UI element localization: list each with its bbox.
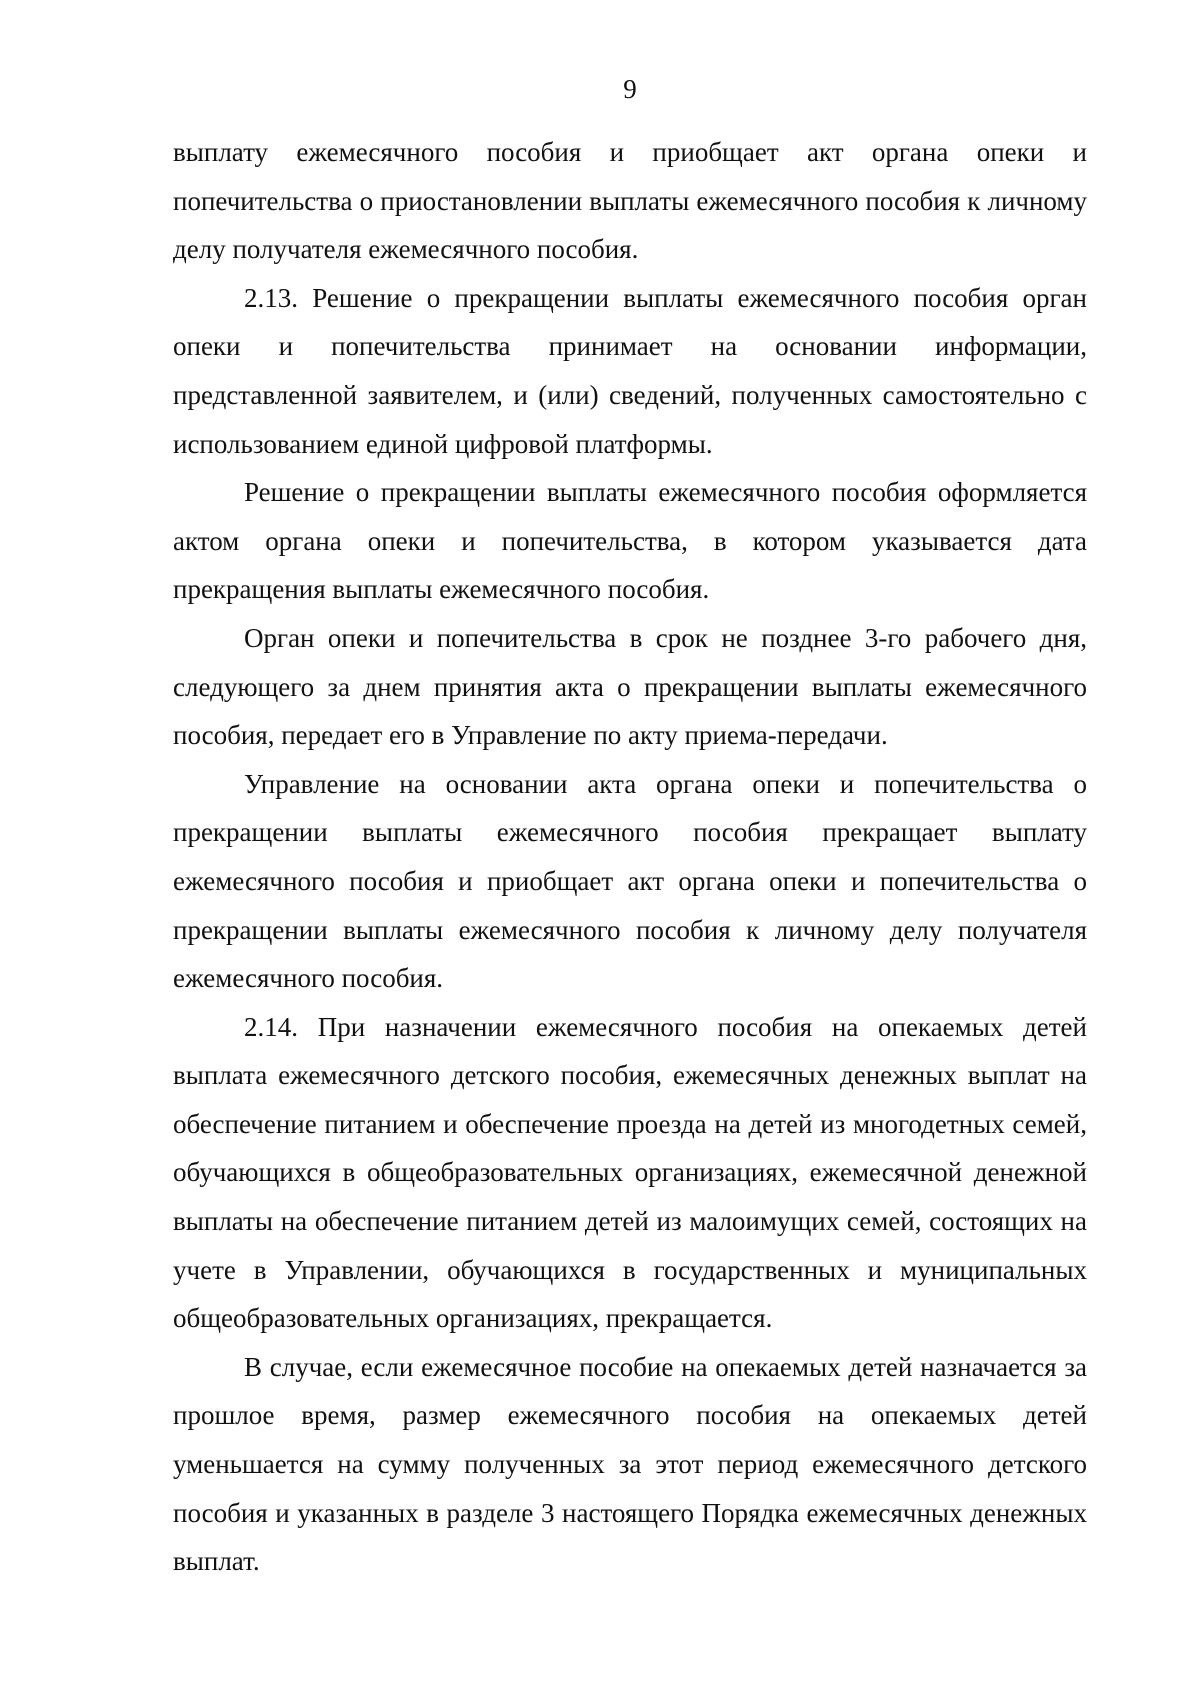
paragraph-past-period: В случае, если ежемесячное пособие на опекаемых детей назначается за прошлое время, размер ежемесячного пособия на опекаемых детей уменьшается на сумму полученных за этот период ежемесячного детского пособия и указанных в разделе 3 настоящего Порядка ежемесячных денежных выплат. (173, 1351, 1087, 1577)
paragraph-2-13: 2.13. Решение о прекращении выплаты ежемесячного пособия орган опеки и попечительства принимает на основании информации, представленной заявителем, и (или) сведений, полученных самостоятельно с использованием единой цифровой платформы. (173, 282, 1087, 459)
paragraph-transfer-to-department: Орган опеки и попечительства в срок не позднее 3-го рабочего дня, следующего за днем принятия акта о прекращении выплаты ежемесячного пособия, передает его в Управление по акту приема-передачи. (173, 622, 1087, 751)
paragraph-department-termination: Управление на основании акта органа опеки и попечительства о прекращении выплаты ежемесячного пособия прекращает выплату ежемесячного пособия и приобщает акт органа опеки и попечительства о прекращении выплаты ежемесячного пособия к личному делу получателя ежемесячного пособия. (173, 768, 1087, 994)
paragraph-2-14: 2.14. При назначении ежемесячного пособия на опекаемых детей выплата ежемесячного детского пособия, ежемесячных денежных выплат на обеспечение питанием и обеспечение проезда на детей из многодетных семей, обучающихся в общеобразовательных организациях, ежемесячной денежной выплаты на обеспечение питанием детей из малоимущих семей, состоящих на учете в Управлении, обучающихся в государственных и муниципальных общеобразовательных организациях, прекращается. (173, 1011, 1087, 1334)
paragraph-continuation: выплату ежемесячного пособия и приобщает акт органа опеки и попечительства о приостановлении выплаты ежемесячного пособия к личному делу получателя ежемесячного пособия. (173, 137, 1087, 265)
paragraph-termination-act: Решение о прекращении выплаты ежемесячного пособия оформляется актом органа опеки и попечительства, в котором указывается дата прекращения выплаты ежемесячного пособия. (173, 477, 1087, 605)
document-body (173, 128, 1087, 1586)
page-number: 9 (623, 74, 637, 104)
